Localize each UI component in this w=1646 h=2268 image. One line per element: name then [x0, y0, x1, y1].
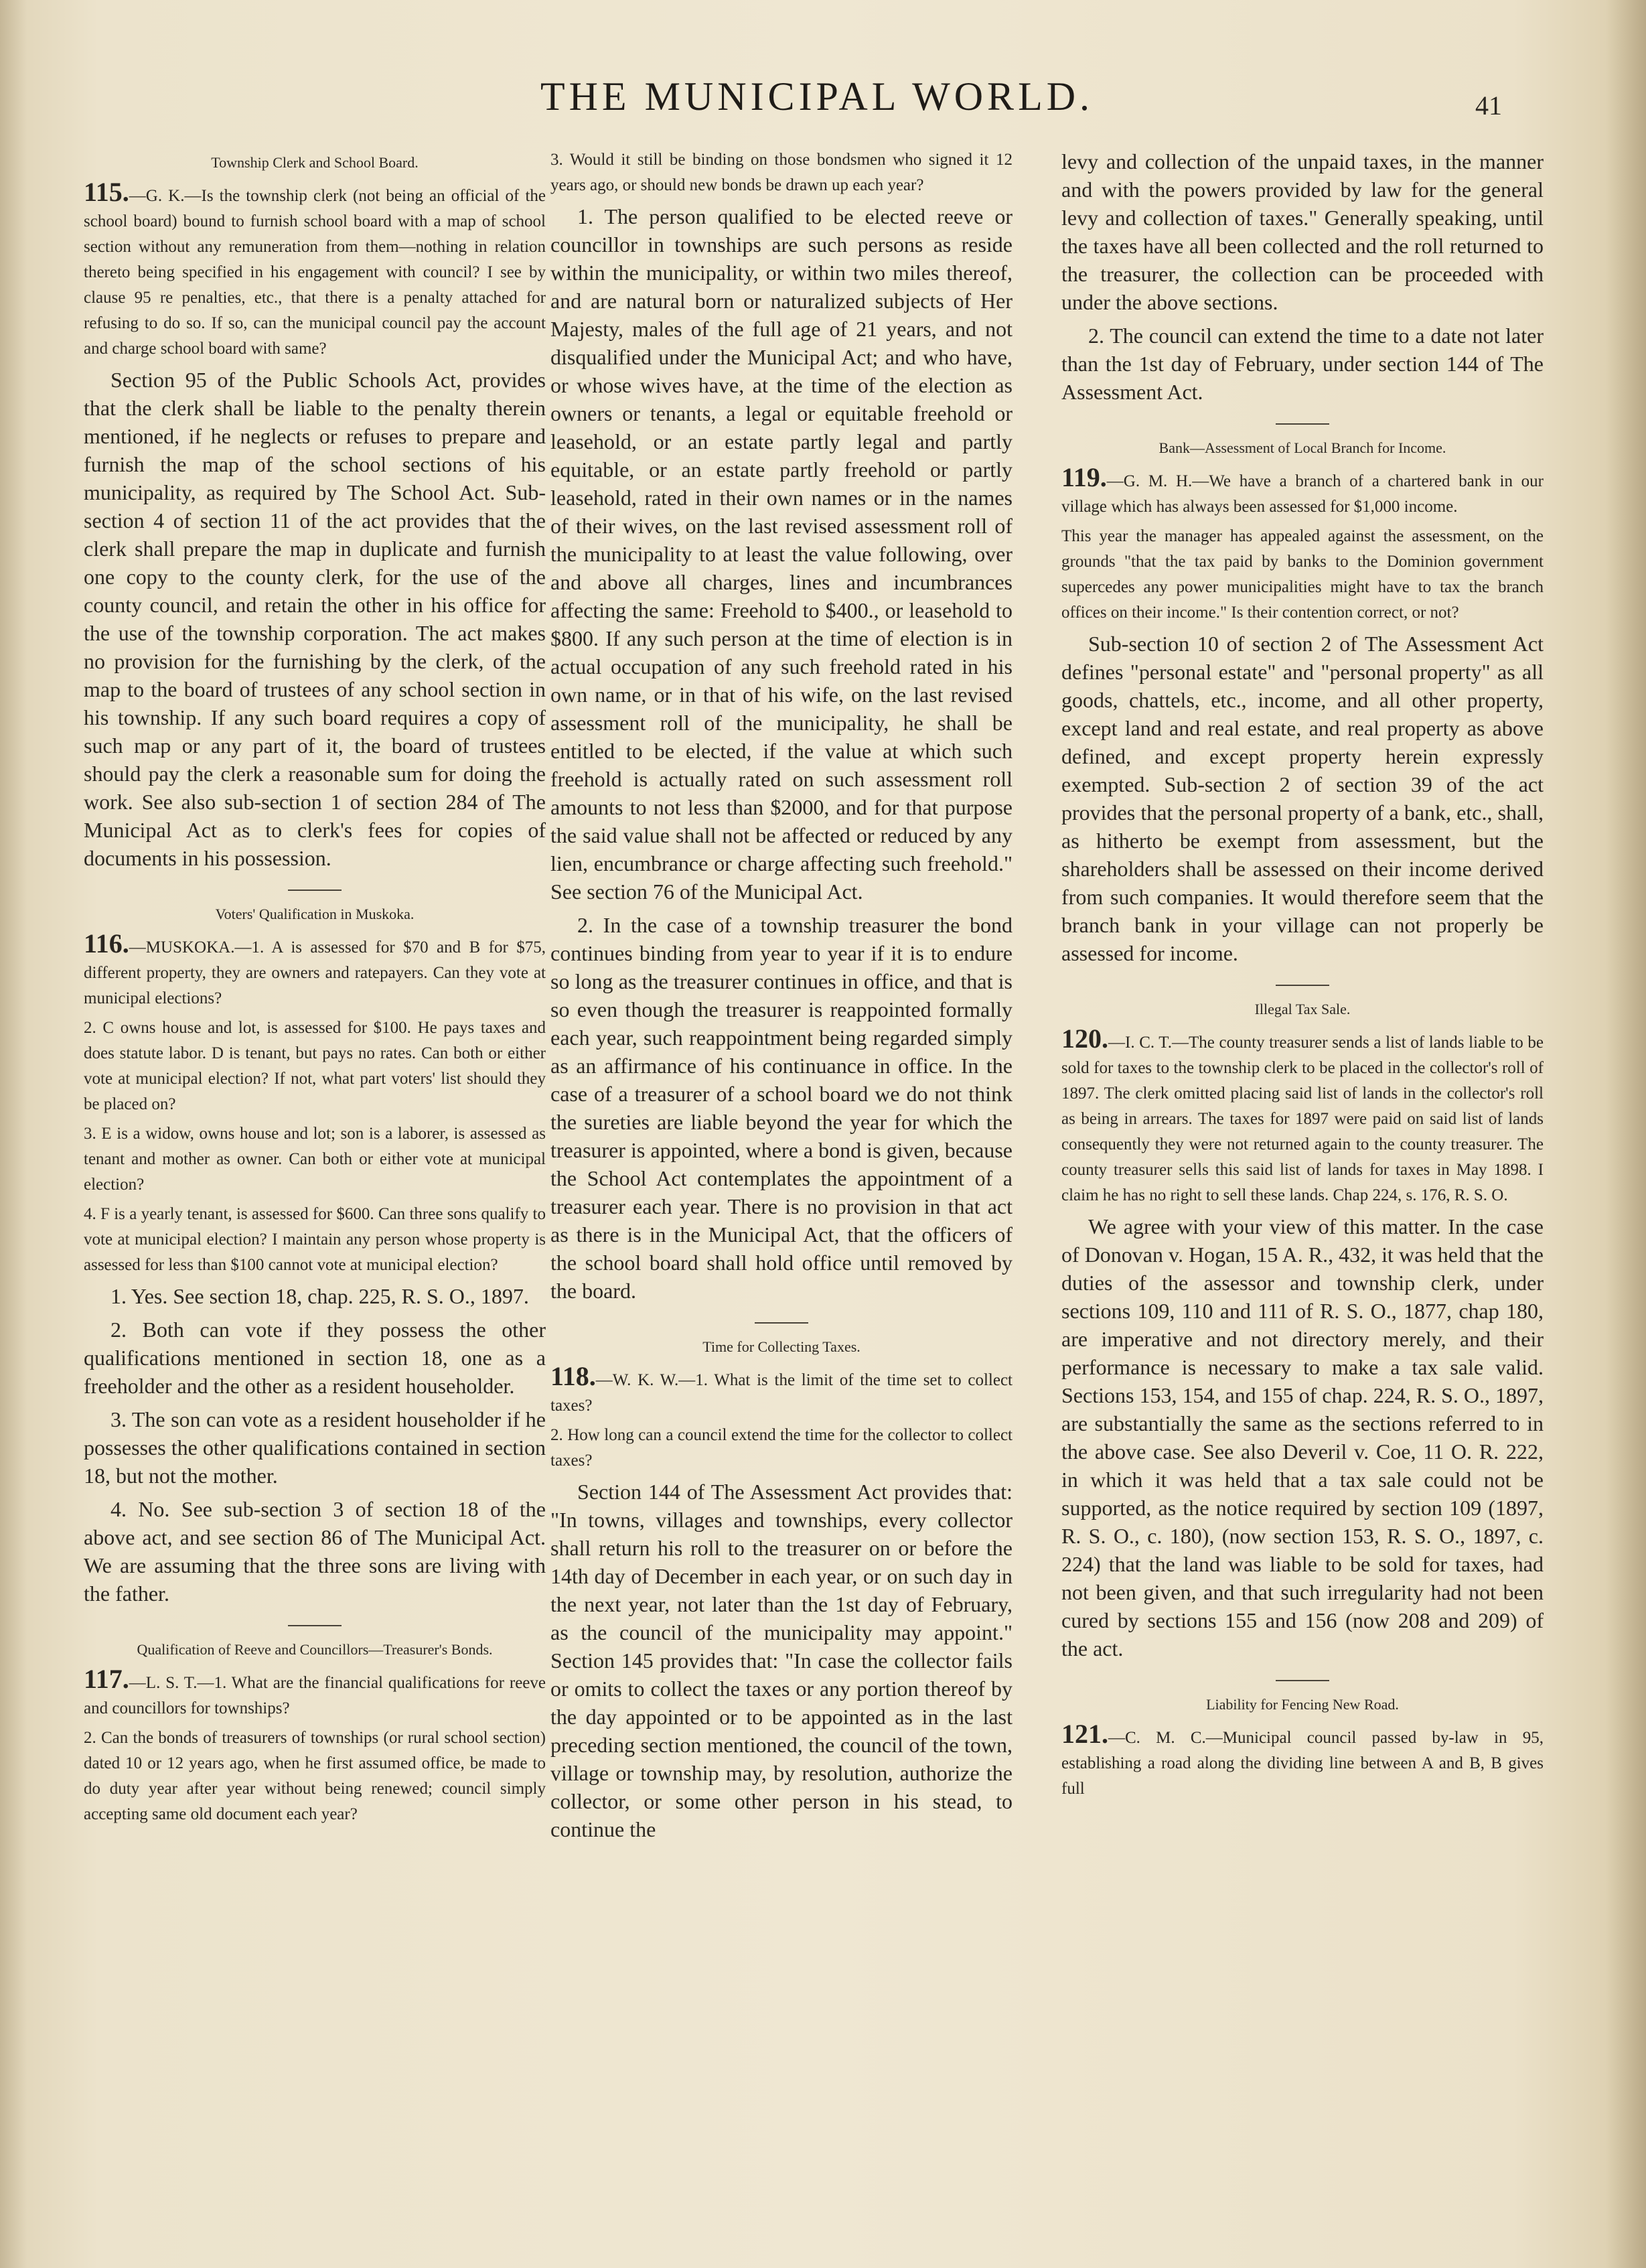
column-left: [84, 147, 546, 1838]
question-number: 116.: [84, 928, 129, 959]
section-divider: [1276, 1680, 1329, 1681]
question-number: 120.: [1061, 1023, 1108, 1054]
article-heading: Voters' Qualification in Muskoka.: [215, 906, 415, 922]
question-body: —G. M. H.—We have a branch of a chartered bank in our village which has always been assessed for $1,000 income.: [1061, 472, 1544, 516]
masthead-title: THE MUNICIPAL WORLD.: [540, 74, 1094, 119]
question-body: —I. C. T.—The county treasurer sends a list of lands liable to be sold for taxes to the township clerk to be placed in the collector's roll of 1897. The clerk omitted placing said list of lands in the collector's roll as being in arrears. The taxes for 1897 were paid on said list of lands consequently they were not returned again to the county treasurer. The county treasurer sells this said list of lands for taxes in May 1898. I claim he has no right to sell these lands. Chap 224, s. 176, R. S. O.: [1061, 1034, 1544, 1204]
article-115: [84, 154, 546, 872]
answer-text: 1. The person qualified to be elected reeve or councillor in townships are such persons as reside within the municipality, or within two miles thereof, and are natural born or naturalized subjects of Her Majesty, males of the full age of 21 years, and not disqualified under the Municipal Act; and who have, or whose wives have, at the time of the election as owners or tenants, a legal or equitable freehold or leasehold, or an estate partly legal and partly equitable, or an estate partly freehold or partly leasehold, rated in their own names or in the names of their wives, on the last revised assessment roll of the municipality to at least the value following, over and above all charges, lines and incumbrances affecting the same: Freehold to $400., or leasehold to $800. If any such person at the time of election is in actual occupation of any such freehold rated in his own name, or in that of his wife, on the last revised assessment roll of the municipality, he shall be entitled to be elected, if the value at which such freehold is actually rated on such assessment roll amounts to not less than $2000, and for that purpose the said value shall not be affected or reduced by any lien, encumbrance or charge affecting such freehold." See section 76 of the Municipal Act.: [550, 204, 1013, 904]
article-119: [1061, 439, 1544, 967]
question-body: —L. S. T.—1. What are the financial qualifications for reeve and councillors for townships?: [84, 1674, 546, 1717]
section-divider: [288, 1625, 342, 1626]
question-text: [550, 1361, 1013, 1419]
column-right: [1061, 147, 1544, 1813]
question-number: 121.: [1061, 1719, 1108, 1749]
binding-shadow: [0, 0, 27, 2268]
article-118: [550, 1338, 1013, 1843]
page-number: 41: [1475, 90, 1502, 121]
question-body: —C. M. C.—Municipal council passed by-law in 95, establishing a road along the dividing line between A and B, B gives full: [1061, 1729, 1544, 1798]
question-text: [84, 928, 546, 1011]
article-117: [84, 1641, 546, 1827]
question-text: [1061, 1721, 1544, 1802]
article-116: [84, 906, 546, 1608]
answer-text: Sub-section 10 of section 2 of The Assessment Act defines "personal estate" and "personal property" as all goods, chattels, etc., income, and all other property, except land and real estate, and real property as above defined, and except property herein expressly exempted. Sub-section 2 of section 39 of the act provides that the personal property of a bank, etc., shall, as hitherto be exempt from assessment, but the shareholders shall be assessed on their income derived from such companies. It would therefore seem that the branch bank in your village can not properly be assessed for income.: [1061, 632, 1544, 965]
question-text: 3. Would it still be binding on those bondsmen who signed it 12 years ago, or should new bonds be drawn up each year?: [550, 151, 1013, 194]
article-121: [1061, 1696, 1544, 1802]
article-heading: Township Clerk and School Board.: [211, 154, 419, 171]
question-number: 119.: [1061, 462, 1107, 492]
section-divider: [755, 1322, 808, 1324]
answer-text: 2. Both can vote if they possess the other qualifications mentioned in section 18, one as a freeholder and the other as a resident householder.: [84, 1318, 546, 1398]
question-text: [84, 1664, 546, 1721]
question-text: 4. F is a yearly tenant, is assessed for $600. Can three sons qualify to vote at municipal election? I maintain any person whose property is assessed for less than $100 cannot vote at municipal election?: [84, 1205, 546, 1274]
answer-text: 2. In the case of a township treasurer the bond continues binding from year to year if it is to endure so long as the treasurer continues in office, and that is so even though the treasurer is reappointed formally each year, such reappointment being regarded simply as an affirmance of his continuance in office. In the case of a treasurer of a school board we do not think the sureties are liable beyond the year for which the treasurer is appointed, where a bond is given, because the School Act contemplates the appointment of a treasurer each year. There is no provision in that act as there is in the Municipal Act, that the officers of the school board shall hold office until removed by the board.: [550, 913, 1013, 1303]
question-text: [1061, 462, 1544, 520]
article-heading: Time for Collecting Taxes.: [702, 1338, 861, 1355]
question-body: —MUSKOKA.—1. A is assessed for $70 and B for $75, different property, they are owners and ratepayers. Can they vote at municipal elections?: [84, 938, 546, 1007]
question-body: —G. K.—Is the township clerk (not being an official of the school board) bound to furnish school board with a map of school section without any remuneration from them—nothing in relation thereto being specified in his engagement with council? I see by clause 95 re penalties, etc., that there is a penalty attached for refusing to do so. If so, can the municipal council pay the account and charge school board with same?: [84, 187, 546, 358]
question-text: 2. C owns house and lot, is assessed for $100. He pays taxes and does statute labor. D is tenant, but pays no rates. Can both or either vote at municipal election? If not, what part voters' list should they be placed on?: [84, 1019, 546, 1113]
answer-text: 4. No. See sub-section 3 of section 18 of the above act, and see section 86 of The Municipal Act. We are assuming that the three sons are living with the father.: [84, 1497, 546, 1606]
question-number: 118.: [550, 1361, 596, 1391]
question-text: 2. Can the bonds of treasurers of townships (or rural school section) dated 10 or 12 years ago, when he first assumed office, be made to do duty year after year without being renewed; council simply accepting same old document each year?: [84, 1729, 546, 1823]
question-number: 117.: [84, 1664, 129, 1694]
article-heading: Liability for Fencing New Road.: [1206, 1696, 1399, 1713]
article-118-continued: [1061, 147, 1544, 406]
article-heading: Illegal Tax Sale.: [1254, 1001, 1351, 1017]
question-text: 3. E is a widow, owns house and lot; son is a laborer, is assessed as tenant and mother as owner. Can both or either vote at municipal election?: [84, 1125, 546, 1194]
section-divider: [288, 890, 342, 891]
question-body: —W. K. W.—1. What is the limit of the time set to collect taxes?: [550, 1371, 1013, 1415]
answer-text: 2. The council can extend the time to a date not later than the 1st day of February, under section 144 of The Assessment Act.: [1061, 324, 1544, 404]
answer-text: Section 95 of the Public Schools Act, provides that the clerk shall be liable to the penalty therein mentioned, if he neglects or refuses to prepare and furnish the map of the school sections of his municipality, as required by The School Act. Sub-section 4 of section 11 of the act provides that the clerk shall prepare the map in duplicate and furnish one copy to the county clerk, for the use of the county council, and retain the other in his office for the use of the township corporation. The act makes no provision for the furnishing by the clerk, of the map to the board of trustees of any school section in his township. If any such board requires a copy of such map or any part of it, the board of trustees should pay the clerk a reasonable sum for doing the work. See also sub-section 1 of section 284 of The Municipal Act as to clerk's fees for copies of documents in his possession.: [84, 368, 546, 870]
answer-text: Section 144 of The Assessment Act provides that: "In towns, villages and townships, every collector shall return his roll to the treasurer on or before the 14th day of December in each year, or on such day in the next year, not later than the 1st day of February, as the council of the municipality may appoint." Section 145 provides that: "In case the collector fails or omits to collect the taxes or any portion thereof by the day appointed or to be appointed as in the last preceding section mentioned, the council of the town, village or township may, by resolution, authorize the collector, or some other person in his stead, to continue the: [550, 1480, 1013, 1841]
answer-text: 1. Yes. See section 18, chap. 225, R. S. O., 1897.: [110, 1284, 529, 1308]
question-text: [84, 177, 546, 362]
question-text: [1061, 1023, 1544, 1208]
question-text: 2. How long can a council extend the time for the collector to collect taxes?: [550, 1426, 1013, 1470]
article-120: [1061, 1001, 1544, 1662]
question-number: 115.: [84, 177, 129, 207]
answer-text: levy and collection of the unpaid taxes, in the manner and with the powers provided by law for the general levy and collection of taxes." Generally speaking, until the taxes have all been collected and the roll returned to the treasurer, the collection can be proceeded with under the above sections.: [1061, 149, 1544, 314]
page-header: [0, 74, 1646, 127]
edge-shadow: [1606, 0, 1646, 2268]
column-middle: [550, 147, 1013, 1854]
section-divider: [1276, 985, 1329, 986]
answer-text: We agree with your view of this matter. In the case of Donovan v. Hogan, 15 A. R., 432, it was held that the duties of the assessor and township clerk, under sections 109, 110 and 111 of R. S. O., 1877, chap 180, are imperative and not directory merely, and their performance is necessary to make a tax sale valid. Sections 153, 154, and 155 of chap. 224, R. S. O., 1897, are substantially the same as the sections referred to in the above case. See also Deveril v. Coe, 11 O. R. 222, in which it was held that a tax sale could not be supported, as the notice required by section 109 (1897, R. S. O., c. 180), (now section 153, R. S. O., 1897, c. 224) that the land was liable to be sold for taxes, had not been given, and that such irregularity had not been cured by sections 155 and 156 (now 208 and 209) of the act.: [1061, 1214, 1544, 1660]
article-117-continued: [550, 147, 1013, 1305]
article-heading: Qualification of Reeve and Councillors—Treasurer's Bonds.: [137, 1641, 493, 1658]
section-divider: [1276, 423, 1329, 425]
question-text: This year the manager has appealed against the assessment, on the grounds "that the tax paid by banks to the Dominion government supercedes any power municipalities might have to tax the branch offices on their income." Is their contention correct, or not?: [1061, 527, 1544, 622]
answer-text: 3. The son can vote as a resident householder if he possesses the other qualifications contained in section 18, but not the mother.: [84, 1407, 546, 1488]
article-heading: Bank—Assessment of Local Branch for Income.: [1158, 439, 1446, 456]
